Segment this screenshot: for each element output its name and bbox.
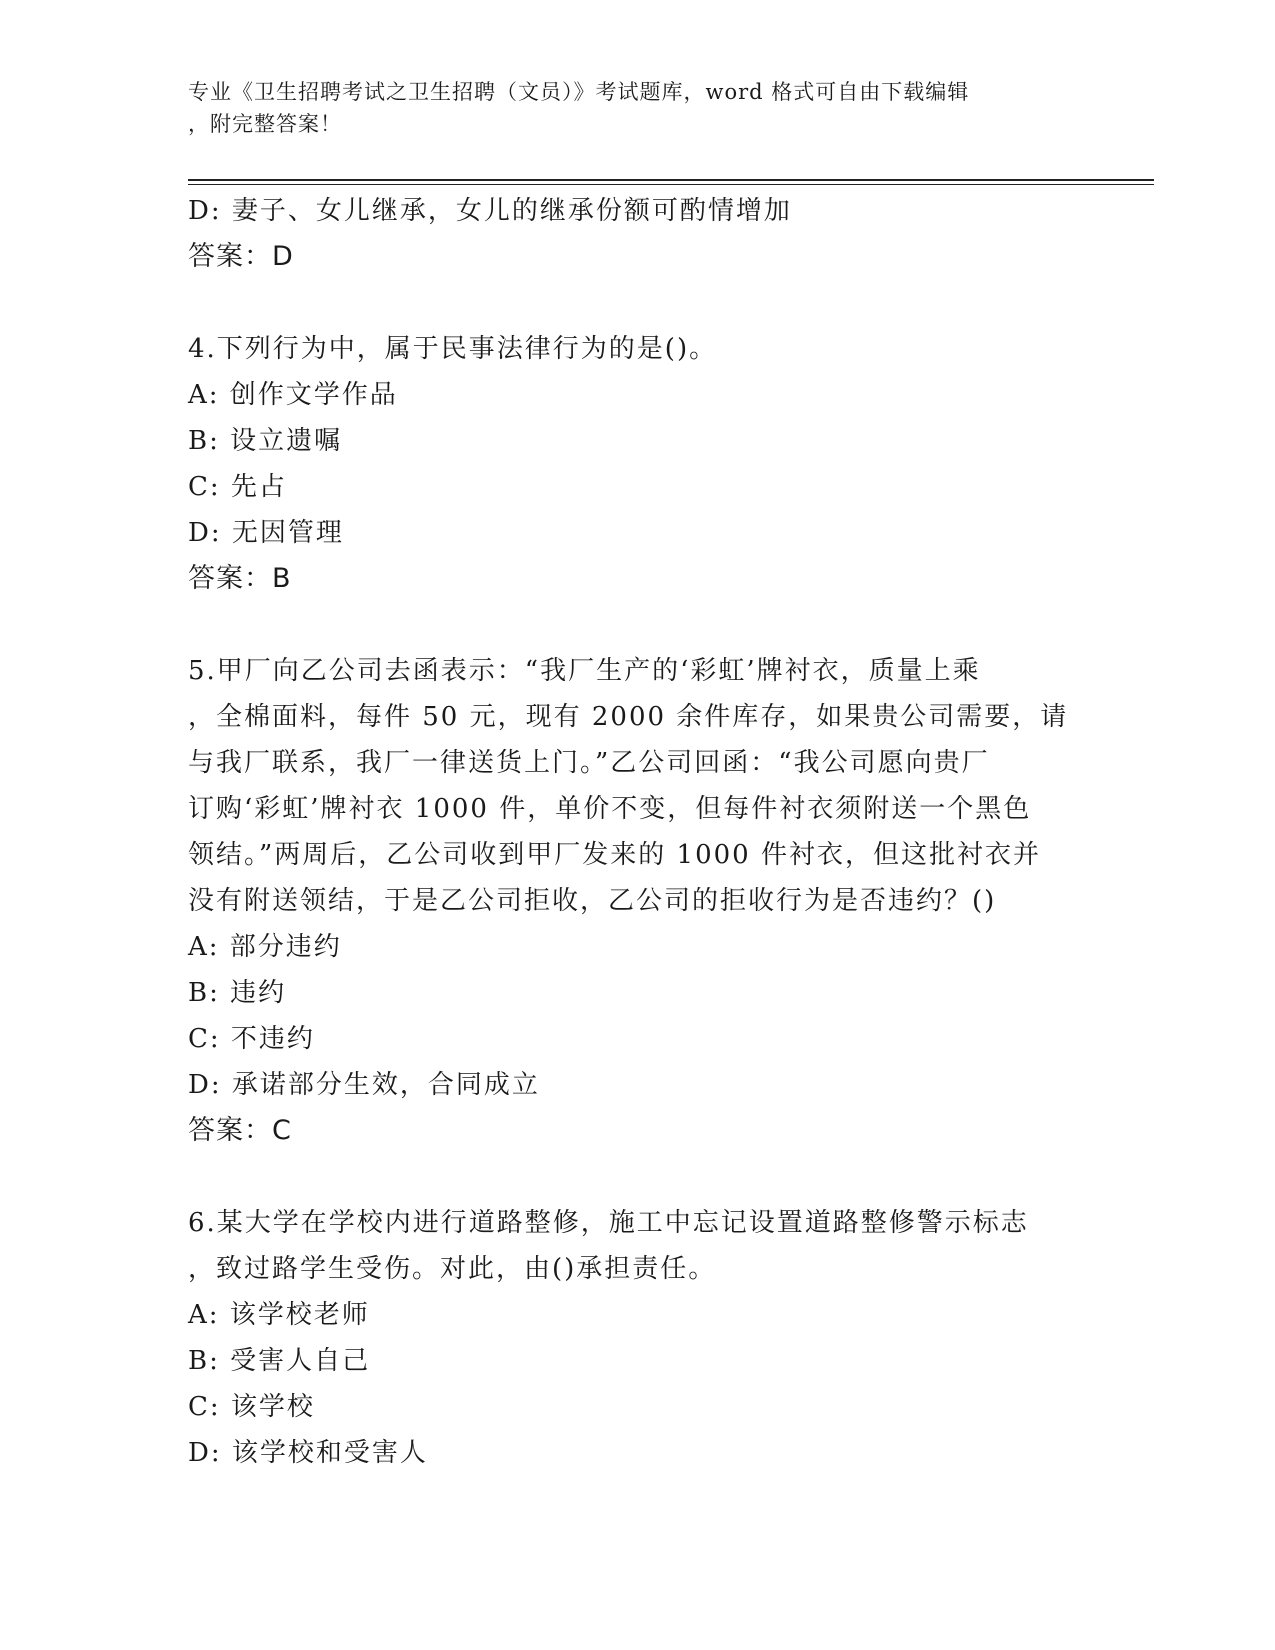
q4-answer: 答案：B	[188, 563, 292, 594]
q5-option-c: C: 不违约	[188, 1024, 315, 1054]
q4-option-a: A: 创作文学作品	[188, 380, 398, 410]
q4-option-c: C: 先占	[188, 472, 287, 502]
q6-option-d: D: 该学校和受害人	[188, 1438, 428, 1468]
document-header	[188, 76, 1078, 140]
q5-option-d: D: 承诺部分生效，合同成立	[188, 1070, 540, 1100]
header-divider-thin	[188, 184, 1154, 185]
q5-option-a: A: 部分违约	[188, 932, 342, 962]
q6-stem-line: 6.某大学在学校内进行道路整修，施工中忘记设置道路整修警示标志	[188, 1208, 1029, 1238]
q4-stem: 4.下列行为中，属于民事法律行为的是()。	[188, 334, 718, 364]
header-divider-thick	[188, 179, 1154, 181]
q5-stem-line: ，全棉面料，每件 50 元，现有 2000 余件库存，如果贵公司需要，请	[188, 702, 1069, 732]
q6-option-c: C: 该学校	[188, 1392, 315, 1422]
header-line-2: ，附完整答案！	[188, 112, 342, 136]
q4-option-d: D: 无因管理	[188, 518, 344, 548]
q5-stem-line: 没有附送领结，于是乙公司拒收，乙公司的拒收行为是否违约？()	[188, 886, 997, 916]
spacer	[188, 602, 1088, 648]
q6-stem-line: ，致过路学生受伤。对此，由()承担责任。	[188, 1254, 717, 1284]
question-content	[188, 188, 1088, 1476]
q3-option-d: D: 妻子、女儿继承，女儿的继承份额可酌情增加	[188, 196, 792, 226]
q5-stem-line: 领结。”两周后，乙公司收到甲厂发来的 1000 件衬衣，但这批衬衣并	[188, 840, 1041, 870]
q5-answer: 答案：C	[188, 1115, 292, 1146]
q4-option-b: B: 设立遗嘱	[188, 426, 343, 456]
q3-answer: 答案：D	[188, 241, 294, 272]
q5-stem-line: 与我厂联系，我厂一律送货上门。”乙公司回函：“我公司愿向贵厂	[188, 748, 990, 778]
spacer	[188, 280, 1088, 326]
q6-option-a: A: 该学校老师	[188, 1300, 370, 1330]
spacer	[188, 1154, 1088, 1200]
q5-option-b: B: 违约	[188, 978, 287, 1008]
q6-option-b: B: 受害人自己	[188, 1346, 371, 1376]
q5-stem-line: 5.甲厂向乙公司去函表示：“我厂生产的‘彩虹’牌衬衣，质量上乘	[188, 656, 981, 686]
header-line-1: 专业《卫生招聘考试之卫生招聘（文员）》考试题库，word 格式可自由下载编辑	[188, 80, 970, 104]
q5-stem-line: 订购‘彩虹’牌衬衣 1000 件，单价不变，但每件衬衣须附送一个黑色	[188, 794, 1032, 824]
